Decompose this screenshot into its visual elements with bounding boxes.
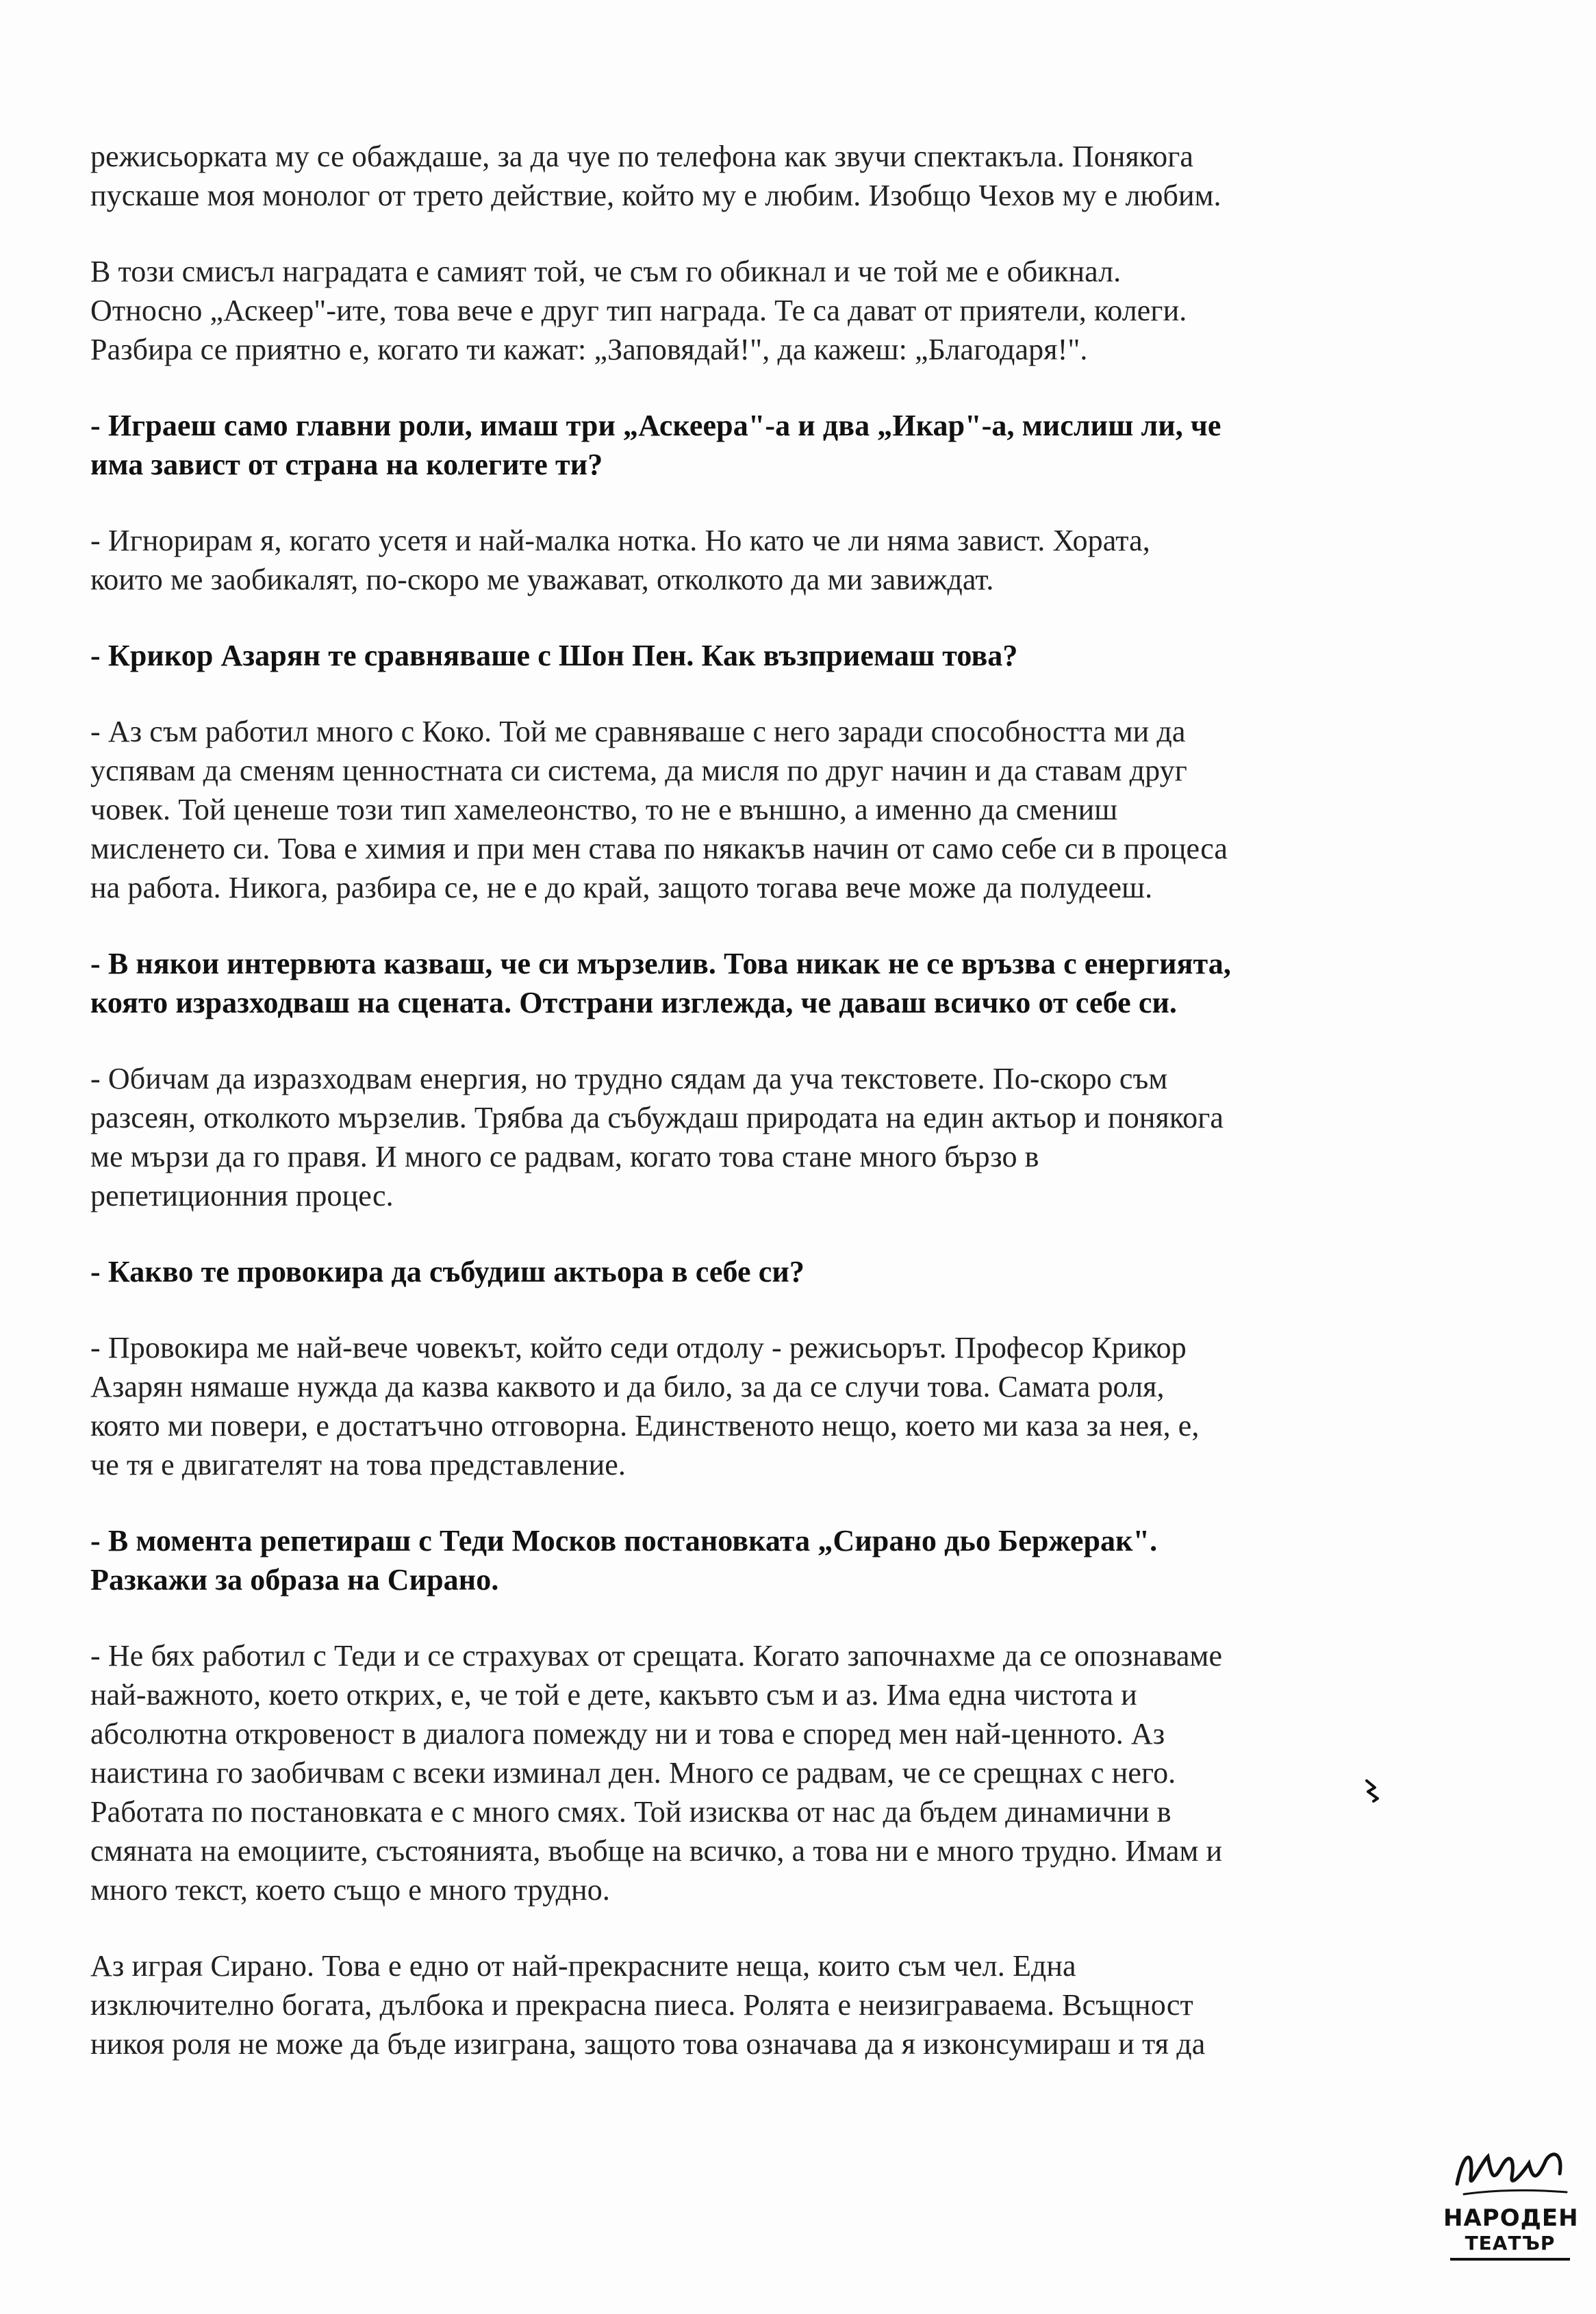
text-line: мисленето си. Това е химия и при мен става по някакъв начин от само себе си в процеса xyxy=(90,832,1228,865)
text-line: режисьорката му се обаждаше, за да чуе по телефона как звучи спектакъла. Понякога xyxy=(90,140,1194,173)
text-line: - В момента репетираш с Теди Москов постановката „Сирано дьо Бержерак". xyxy=(90,1524,1158,1558)
text-line: която изразходваш на сцената. Отстрани изглежда, че даваш всичко от себе си. xyxy=(90,986,1178,1019)
text-line: Работата по постановката е с много смях. Той изисква от нас да бъдем динамични в xyxy=(90,1795,1171,1829)
interview-question xyxy=(90,1252,1432,1291)
text-line: човек. Той ценеше този тип хамелеонство, то не е външно, а именно да смениш xyxy=(90,793,1118,826)
text-line: ме мързи да го правя. И много се радвам, когато това стане много бързо в xyxy=(90,1140,1039,1173)
text-line: Разкажи за образа на Сирано. xyxy=(90,1563,499,1597)
text-line: които ме заобикалят, по-скоро ме уважават, отколкото да ми завиждат. xyxy=(90,563,994,596)
interview-answer xyxy=(90,1946,1432,2063)
text-line: разсеян, отколкото мързелив. Трябва да събуждаш природата на един актьор и понякога xyxy=(90,1101,1224,1134)
text-line: В този смисъл наградата е самият той, че съм го обикнал и че той ме е обикнал. xyxy=(90,255,1122,288)
interview-question xyxy=(90,1521,1432,1599)
interview-answer xyxy=(90,137,1432,215)
text-line: изключително богата, дълбока и прекрасна пиеса. Ролята е неизиграваема. Всъщност xyxy=(90,1988,1193,2022)
text-line: на работа. Никога, разбира се, не е до край, защото тогава вече може да полудееш. xyxy=(90,871,1153,904)
text-line: - Не бях работил с Теди и се страхувах от срещата. Когато започнахме да се опознаваме xyxy=(90,1639,1223,1673)
interview-answer xyxy=(90,1328,1432,1484)
text-line: - Провокира ме най-вече човекът, който седи отдолу - режисьорът. Професор Крикор xyxy=(90,1331,1187,1364)
text-line: репетиционния процес. xyxy=(90,1179,394,1212)
text-line: - Аз съм работил много с Коко. Той ме сравняваше с него заради способността ми да xyxy=(90,715,1186,748)
text-line: Аз играя Сирано. Това е едно от най-прекрасните неща, които съм чел. Една xyxy=(90,1949,1076,1983)
stamp-name-line2: ТЕАТЪР xyxy=(1465,2232,1556,2254)
text-line: наистина го заобичвам с всеки изминал ден. Много се радвам, че се срещнах с него. xyxy=(90,1756,1176,1790)
interview-question xyxy=(90,636,1432,675)
text-line: никоя роля не може да бъде изиграна, защото това означава да я изконсумираш и тя да xyxy=(90,2027,1206,2061)
text-line: успявам да сменям ценностната си система, да мисля по друг начин и да ставам друг xyxy=(90,754,1187,787)
text-line: Азарян нямаше нужда да казва каквото и да било, за да се случи това. Самата роля, xyxy=(90,1370,1165,1403)
interview-text xyxy=(90,137,1432,2100)
text-line: много текст, което също е много трудно. xyxy=(90,1873,610,1907)
interview-answer xyxy=(90,252,1432,369)
text-line: - Игнорирам я, когато усетя и най-малка нотка. Но като че ли няма завист. Хората, xyxy=(90,524,1150,557)
text-line: Разбира се приятно е, когато ти кажат: „Заповядай!", да кажеш: „Благодаря!". xyxy=(90,333,1088,366)
text-line: - Крикор Азарян те сравняваше с Шон Пен. Как възприемаш това? xyxy=(90,639,1018,672)
stamp-divider xyxy=(1450,2258,1570,2261)
text-line: - Какво те провокира да събудиш актьора в себе си? xyxy=(90,1255,805,1288)
text-line: най-важното, което открих, е, че той е дете, какъвто съм и аз. Има една чистота и xyxy=(90,1678,1137,1712)
text-line: Относно „Аскеер"-ите, това вече е друг тип награда. Те са дават от приятели, колеги. xyxy=(90,294,1187,327)
text-line: - В някои интервюта казваш, че си мързелив. Това никак не се връзва с енергията, xyxy=(90,947,1231,980)
interview-question xyxy=(90,406,1432,484)
interview-answer xyxy=(90,1636,1432,1909)
text-line: - Обичам да изразходвам енергия, но трудно сядам да уча текстовете. По-скоро съм xyxy=(90,1062,1168,1095)
text-line: която ми повери, е достатъчно отговорна. Единственото нещо, което ми каза за нея, е, xyxy=(90,1409,1200,1442)
text-line: абсолютна откровеност в диалога помежду ни и това е според мен най-ценното. Аз xyxy=(90,1717,1165,1751)
interview-answer xyxy=(90,1059,1432,1215)
text-line: смяната на емоциите, състоянията, въобще на всичко, а това ни е много трудно. Имам и xyxy=(90,1834,1223,1868)
text-line: пускаше моя монолог от трето действие, който му е любим. Изобщо Чехов му е любим. xyxy=(90,179,1221,212)
text-line: че тя е двигателят на това представление. xyxy=(90,1448,626,1482)
handwritten-mark xyxy=(1363,1777,1383,1804)
text-line: има завист от страна на колегите ти? xyxy=(90,448,603,481)
theatre-logo-stamp xyxy=(1443,2136,1577,2300)
interview-question xyxy=(90,944,1432,1022)
stamp-name-line1: НАРОДЕН xyxy=(1443,2204,1579,2232)
interview-answer xyxy=(90,712,1432,907)
text-line: - Играеш само главни роли, имаш три „Аскеера"-а и два „Икар"-а, мислиш ли, че xyxy=(90,409,1221,442)
signature-icon xyxy=(1443,2136,1577,2211)
interview-answer xyxy=(90,521,1432,599)
